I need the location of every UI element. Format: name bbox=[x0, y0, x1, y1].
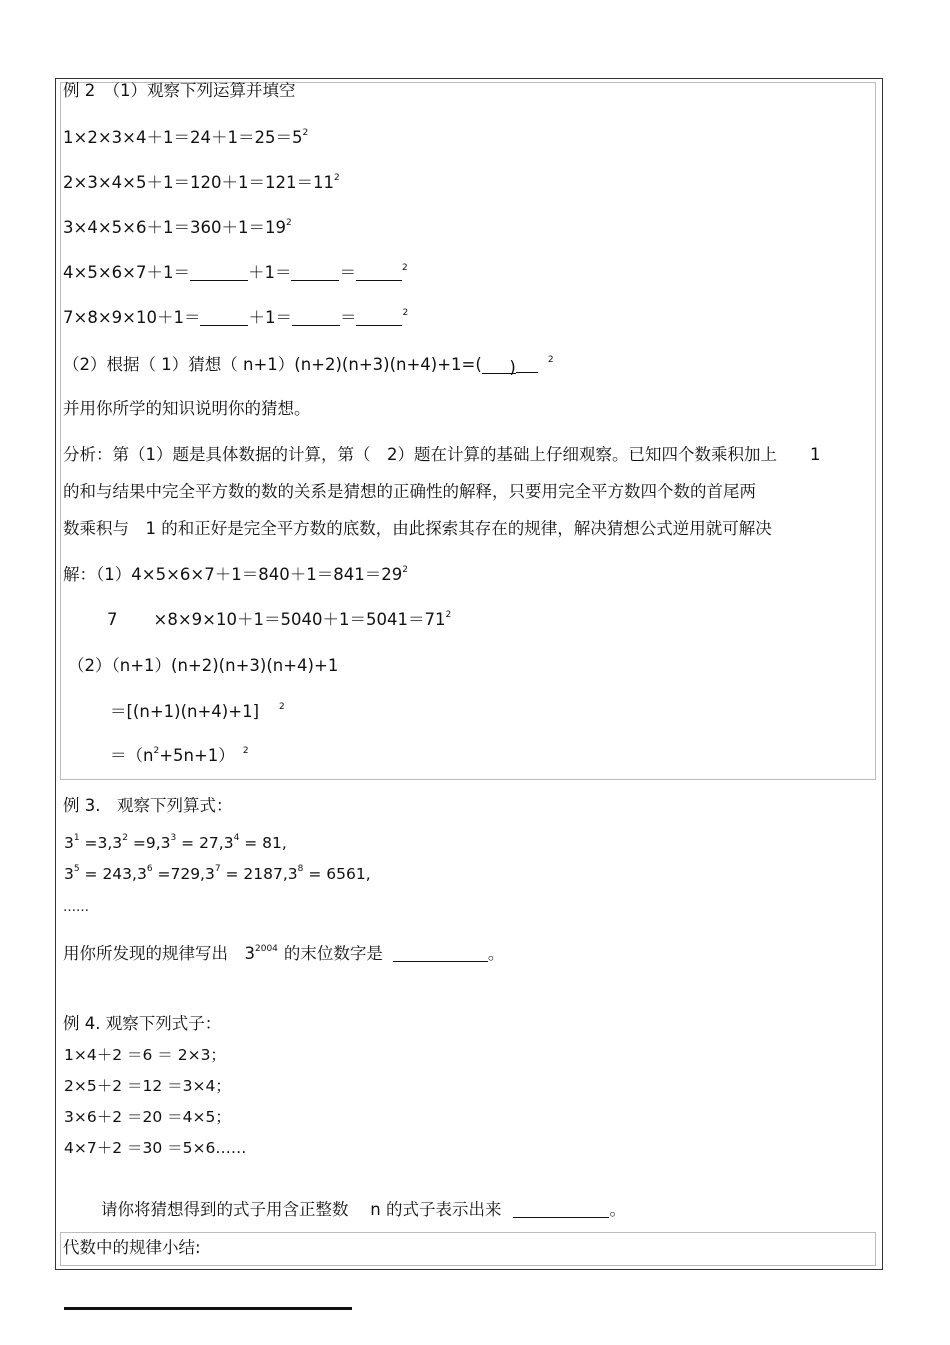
example4-title: 例 4. 观察下列式子： bbox=[63, 1014, 222, 1033]
example3-title: 例 3. 观察下列算式： bbox=[63, 796, 233, 815]
blank[interactable] bbox=[190, 264, 248, 281]
blank[interactable]: ) bbox=[482, 357, 516, 374]
analysis-line3: 数乘积与 1 的和正好是完全平方数的底数，由此探索其存在的规律，解决猜想公式逆用就可解决 bbox=[63, 519, 772, 538]
answer-blank[interactable] bbox=[513, 1201, 609, 1218]
blank[interactable] bbox=[516, 356, 538, 373]
example3-row1: $3^1 =3,3^2 =9,3^3 = 27,3^4 = 81$, bbox=[64, 833, 287, 852]
example2-line4: 4×5×6×7＋1＝ ＋1＝ ＝ $^2$ bbox=[63, 263, 408, 282]
example2-title: 例 2 （1）观察下列运算并填空 bbox=[63, 81, 296, 100]
blank[interactable] bbox=[292, 309, 340, 326]
blank[interactable] bbox=[291, 264, 339, 281]
blank[interactable] bbox=[200, 309, 248, 326]
solution-line1: 解：$(1)4\times 5\times 6\times 7+1=840+1=841=29^2$ bbox=[63, 565, 408, 584]
example2-question2-cont: 并用你所学的知识说明你的猜想。 bbox=[63, 399, 311, 418]
solution-line2: $7 \times 8\times 9\times 10+1=5040+1=5041=71^2$ bbox=[107, 610, 452, 629]
example4-row2: 2×5＋2 ＝12 ＝3×4； bbox=[64, 1077, 231, 1095]
example4-row3: 3×6＋2 ＝20 ＝4×5； bbox=[64, 1108, 231, 1126]
solution-line4: ＝[(n+1)(n+4)+1] $^2$ bbox=[110, 702, 285, 721]
example2-line2: $2\times 3\times 4\times 5+1=120+1=121=11^2$ bbox=[63, 173, 340, 192]
example2-line5: 7×8×9×10＋1＝ ＋1＝ ＝ $^2$ bbox=[63, 308, 409, 327]
footer-rule bbox=[64, 1307, 352, 1310]
example2-line3: $3\times 4\times 5\times 6+1=360+1=19^2$ bbox=[63, 218, 292, 237]
example4-row1: 1×4＋2 ＝6 ＝ 2×3； bbox=[64, 1046, 226, 1064]
example2-line1: $1\times 2\times 3\times 4+1=24+1=25=5^2$ bbox=[63, 128, 309, 147]
blank[interactable] bbox=[356, 309, 402, 326]
analysis-line1: 分析：第（1）题是具体数据的计算，第（ 2）题在计算的基础上仔细观察。已知四个数乘积加上 1 bbox=[63, 445, 821, 464]
summary-title: 代数中的规律小结: bbox=[63, 1238, 201, 1257]
example3-ellipsis: …… bbox=[63, 900, 89, 915]
solution-line5: $=(n^2+5n+1)$ $^2$ bbox=[110, 746, 249, 765]
solution-line3: （2）（n+1）(n+2)(n+3)(n+4)+1 bbox=[68, 656, 339, 675]
analysis-line2: 的和与结果中完全平方数的数的关系是猜想的正确性的解释，只要用完全平方数四个数的首尾两 bbox=[63, 482, 756, 501]
example4-question: 请你将猜想得到的式子用含正整数 n 的式子表示出来 。 bbox=[101, 1200, 626, 1219]
example2-question2: （2）根据（ 1）猜想（ n+1）(n+2)(n+3)(n+4)+1=( ) $^2$ bbox=[63, 355, 554, 377]
example3-row2: $3^5 = 243,3^6 =729,3^7 = 2187,3^8 = 6561$, bbox=[64, 864, 371, 883]
example4-row4: 4×7＋2 ＝30 ＝5×6…… bbox=[64, 1139, 247, 1157]
answer-blank[interactable] bbox=[393, 945, 488, 962]
blank[interactable] bbox=[356, 264, 402, 281]
example3-question: 用你所发现的规律写出 $3^{2004}$ 的末位数字是 。 bbox=[63, 944, 505, 963]
